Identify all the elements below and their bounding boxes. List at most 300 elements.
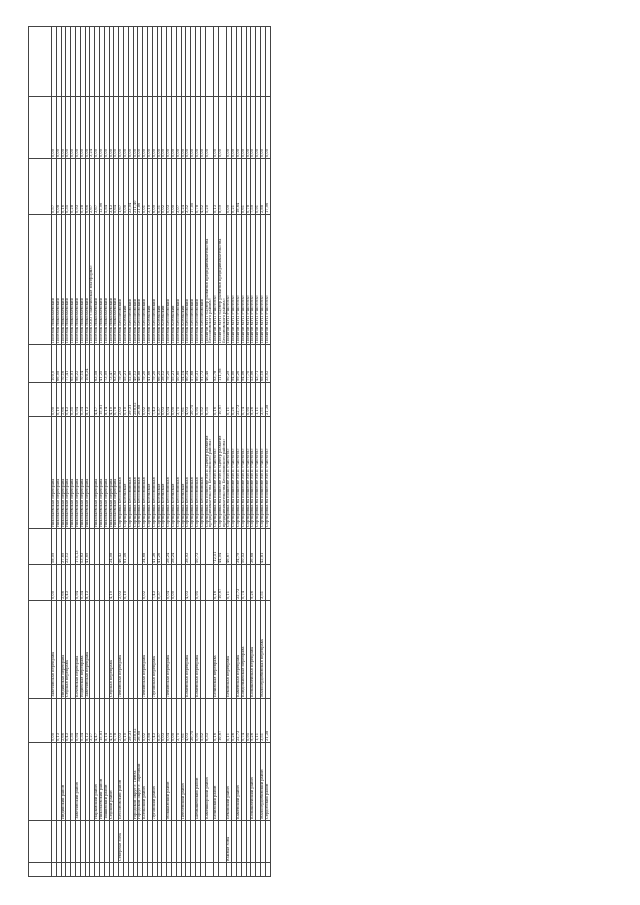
- volume-cell: 0,74: [241, 699, 246, 743]
- site-cell: Поселок Ксельский: [181, 215, 186, 345]
- header-cell: [29, 743, 52, 821]
- residual-cell: 0,16: [61, 159, 66, 215]
- extra-cell: 0,00: [237, 97, 242, 159]
- district-cell: Мокшанский район: [167, 743, 172, 821]
- route-cell: Каменская переправа: [237, 601, 242, 699]
- route-volume-cell: 4,03: [186, 565, 191, 601]
- residual-cell: 6,24: [181, 159, 186, 215]
- site-cell: Поселок Бессоновский: [200, 215, 205, 345]
- residual-cell: 3,67: [95, 159, 100, 215]
- destination-cell: Сортировка на полигоне МУП «Чистота»: [246, 417, 251, 529]
- district-cell: Сердобский район: [265, 743, 270, 821]
- dest-distance-cell: 43,71: [256, 345, 261, 383]
- extra-cell: 0,00: [66, 97, 71, 159]
- volume-cell: 0,02: [143, 699, 148, 743]
- volume-cell: 0,95: [246, 699, 251, 743]
- site-cell: Полигон МУП «Чистота»: [256, 215, 261, 345]
- distance-cell: 28,24: [171, 529, 176, 565]
- extra-cell: 0,00: [104, 97, 109, 159]
- site-cell: Поселок Николаевский: [66, 215, 71, 345]
- route-volume-cell: 2,03: [119, 565, 124, 601]
- residual-cell: 4,52: [200, 159, 205, 215]
- extra-cell: 0,00: [195, 97, 200, 159]
- district-cell: Седский район: [109, 743, 114, 821]
- dest-distance-cell: 63,93: [114, 345, 119, 383]
- table-header-row: [29, 27, 52, 877]
- destination-cell: Сортировка на полигоне МУП «Чистота»: [237, 417, 242, 529]
- route-volume-cell: 0,04: [167, 565, 172, 601]
- blank-cell: [265, 27, 270, 97]
- dest-distance-cell: 93,78: [214, 345, 219, 383]
- extra-cell: 0,00: [227, 97, 232, 159]
- dest-volume-cell: 0,78: [114, 383, 119, 417]
- extra-cell: 0,00: [52, 97, 57, 159]
- extra-cell: 0,00: [214, 97, 219, 159]
- residual-cell: 0,13: [214, 159, 219, 215]
- route-volume-cell: 0,16: [214, 565, 219, 601]
- extra-cell: 0,00: [167, 97, 172, 159]
- route-cell: Ленинская переправа: [167, 601, 172, 699]
- dest-distance-cell: 33,92: [265, 345, 270, 383]
- district-cell: Камешкирский район: [205, 743, 214, 821]
- extra-cell: 0,00: [128, 97, 133, 159]
- zone-cell: Южная зона: [227, 821, 232, 863]
- volume-cell: 0,11: [227, 699, 232, 743]
- route-volume-cell: 9,26: [251, 565, 256, 601]
- site-cell: Поселок Николаевский: [80, 215, 85, 345]
- destination-cell: Николаевская переправа: [95, 417, 100, 529]
- destination-cell: Сортировка на полигоне МУП «Центр развития предпринимательства Бессоновского района»: [205, 417, 214, 529]
- destination-cell: Николаевская переправа: [104, 417, 109, 529]
- distance-cell: 41,36: [152, 529, 157, 565]
- volume-cell: 29,31: [128, 699, 133, 743]
- destination-cell: Сортировка на полигоне МУП «Чистота»: [265, 417, 270, 529]
- district-cell: Колышлейский район: [251, 743, 256, 821]
- volume-cell: 0,35: [71, 699, 76, 743]
- dest-distance-cell: 108,24: [85, 345, 90, 383]
- data-table: [28, 26, 271, 877]
- volume-cell: 0,16: [214, 699, 219, 743]
- dest-distance-cell: 73,47: [109, 345, 114, 383]
- residual-cell: 0,31: [157, 159, 162, 215]
- dest-distance-cell: 52,89: [128, 345, 133, 383]
- header-cell: [29, 383, 52, 417]
- volume-cell: 258,02: [133, 699, 138, 743]
- residual-cell: 8,59: [218, 159, 227, 215]
- dest-distance-cell: 90,29: [227, 345, 232, 383]
- volume-cell: 3,75: [176, 699, 181, 743]
- volume-cell: 0,03: [162, 699, 167, 743]
- destination-cell: Сортировка Бессоновская: [191, 417, 196, 529]
- destination-cell: Николаевская переправа: [99, 417, 104, 529]
- distance-cell: 46,67: [227, 529, 232, 565]
- volume-cell: 9,26: [251, 699, 256, 743]
- residual-cell: 0,09: [227, 159, 232, 215]
- district-cell: городской округ г. Заречный: [138, 743, 143, 821]
- extra-cell: 0,00: [143, 97, 148, 159]
- volume-cell: 3,51: [261, 699, 266, 743]
- distance-cell: 37,69: [61, 529, 66, 565]
- residual-cell: 0,28: [71, 159, 76, 215]
- volume-cell: 7,61: [181, 699, 186, 743]
- destination-cell: Сортировка Ксельская: [123, 417, 128, 529]
- residual-cell: 6,66: [85, 159, 90, 215]
- site-cell: Полигон МУП «Чистота»: [241, 215, 246, 345]
- residual-cell: 17,96: [265, 159, 270, 215]
- route-volume-cell: 0,95: [195, 565, 200, 601]
- site-cell: Поселок ООО «Заветинская платформа»: [90, 215, 95, 345]
- volume-cell: 8,13: [85, 699, 90, 743]
- residual-cell: 3,07: [176, 159, 181, 215]
- destination-cell: Сортировка Ксельская: [181, 417, 186, 529]
- district-cell: Малосердобинский район: [261, 743, 266, 821]
- dest-volume-cell: 0,16: [214, 383, 219, 417]
- residual-cell: 0,64: [114, 159, 119, 215]
- dest-distance-cell: 79,20: [152, 345, 157, 383]
- district-cell: Тишинский район: [104, 743, 109, 821]
- dest-volume-cell: 0,10: [123, 383, 128, 417]
- site-cell: Поселок Бессоновский: [191, 215, 196, 345]
- volume-cell: 4,47: [95, 699, 100, 743]
- dest-volume-cell: 0,37: [157, 383, 162, 417]
- header-cell: [29, 417, 52, 529]
- distance-cell: 24,08: [109, 529, 114, 565]
- district-cell: Бековский район: [227, 743, 232, 821]
- dest-distance-cell: 66,25: [157, 345, 162, 383]
- distance-cell: 36,68: [251, 529, 256, 565]
- route-volume-cell: 4,19: [109, 565, 114, 601]
- district-cell: Шемышейский район: [195, 743, 200, 821]
- site-cell: Полигон МУП «Чистота»: [214, 215, 219, 345]
- volume-cell: 0,26: [232, 699, 237, 743]
- distance-cell: 42,81: [261, 529, 266, 565]
- extra-cell: 0,00: [181, 97, 186, 159]
- dest-distance-cell: 73,09: [104, 345, 109, 383]
- site-cell: Поселок Бессоновский: [176, 215, 181, 345]
- extra-cell: 0,00: [133, 97, 138, 159]
- residual-cell: 0,03: [167, 159, 172, 215]
- header-cell: [29, 699, 52, 743]
- residual-cell: 0,08: [123, 159, 128, 215]
- site-cell: Поселок Николаевский: [85, 215, 90, 345]
- residual-cell: 18,64: [237, 159, 242, 215]
- route-cell: Ленинская переправа: [143, 601, 148, 699]
- dest-volume-cell: 7,61: [181, 383, 186, 417]
- residual-cell: 2,67: [90, 159, 95, 215]
- dest-volume-cell: 0,04: [167, 383, 172, 417]
- route-volume-cell: 0,37: [157, 565, 162, 601]
- dest-volume-cell: 4,19: [109, 383, 114, 417]
- destination-cell: Сортировка Бессоновская: [152, 417, 157, 529]
- destination-cell: Сортировка на полигоне МУП «Чистота»: [251, 417, 256, 529]
- destination-cell: Николаевская переправа: [56, 417, 61, 529]
- route-cell: Коменская переправа: [195, 601, 200, 699]
- distance-cell: 41,69: [85, 529, 90, 565]
- destination-cell: Николаевская переправа: [80, 417, 85, 529]
- dest-distance-cell: 77,70: [246, 345, 251, 383]
- dest-volume-cell: 21,38: [265, 383, 270, 417]
- residual-cell: 12,96: [99, 159, 104, 215]
- residual-cell: 2,88: [261, 159, 266, 215]
- dest-distance-cell: 66,08: [56, 345, 61, 383]
- dest-volume-cell: 258,02: [133, 383, 138, 417]
- route-volume-cell: 22,73: [237, 565, 242, 601]
- extra-cell: 0,00: [251, 97, 256, 159]
- district-cell: Каменский район: [237, 743, 242, 821]
- distance-cell: 44,04: [218, 529, 227, 565]
- dest-volume-cell: 0,74: [241, 383, 246, 417]
- site-cell: Полигон МУП «Центр развития предпринимательства Бессоновского района»: [218, 215, 227, 345]
- destination-cell: Николаевская переправа: [109, 417, 114, 529]
- extra-cell: 0,00: [261, 97, 266, 159]
- dest-distance-cell: 79,29: [119, 345, 124, 383]
- extra-cell: 0,00: [99, 97, 104, 159]
- dest-volume-cell: 8,13: [85, 383, 90, 417]
- distance-cell: 38,93: [186, 529, 191, 565]
- distance-cell: [265, 529, 270, 565]
- destination-cell: Николаевская переправа: [66, 417, 71, 529]
- dest-distance-cell: 41,66: [147, 345, 152, 383]
- residual-cell: 7,59: [251, 159, 256, 215]
- site-cell: Поселок Николаевский: [95, 215, 100, 345]
- dest-volume-cell: 0,35: [71, 383, 76, 417]
- site-cell: Полигон МУП «Чистота»: [232, 215, 237, 345]
- header-cell: [29, 601, 52, 699]
- site-cell: Поселок Николаевский: [61, 215, 66, 345]
- dest-volume-cell: 22,73: [237, 383, 242, 417]
- dest-distance-cell: 80,34: [186, 345, 191, 383]
- dest-distance-cell: 57,68: [191, 345, 196, 383]
- site-cell: Поселок Бессоновский: [167, 215, 172, 345]
- destination-cell: Сортировка Бессоновская: [186, 417, 191, 529]
- residual-cell: 0,28: [80, 159, 85, 215]
- district-cell: Заветинский район: [75, 743, 80, 821]
- residual-cell: 6,09: [152, 159, 157, 215]
- dest-volume-cell: 0,95: [195, 383, 200, 417]
- residual-cell: 0,21: [232, 159, 237, 215]
- route-cell: Коменская переправа: [186, 601, 191, 699]
- dest-volume-cell: 26,68: [138, 383, 143, 417]
- district-cell: Нарымский район: [95, 743, 100, 821]
- dest-volume-cell: 7,43: [152, 383, 157, 417]
- dest-distance-cell: 70,16: [61, 345, 66, 383]
- dest-volume-cell: 3,51: [261, 383, 266, 417]
- header-cell: [29, 345, 52, 383]
- site-cell: Полигон МУП «Центр развития предпринимательства Бессоновского района»: [205, 215, 214, 345]
- destination-cell: Николаевская переправа: [114, 417, 119, 529]
- volume-cell: 4,03: [186, 699, 191, 743]
- extra-cell: 0,00: [200, 97, 205, 159]
- destination-cell: Сортировка Бессоновская: [195, 417, 200, 529]
- extra-cell: 0,00: [241, 97, 246, 159]
- residual-cell: 1,67: [119, 159, 124, 215]
- dest-distance-cell: 48,88: [138, 345, 143, 383]
- dest-distance-cell: 46,48: [205, 345, 214, 383]
- zone-cell: [205, 821, 214, 863]
- dest-distance-cell: 79,20: [167, 345, 172, 383]
- residual-cell: 0,78: [195, 159, 200, 215]
- dest-volume-cell: 29,31: [128, 383, 133, 417]
- volume-cell: 0,00: [52, 699, 57, 743]
- distance-cell: 34,79: [237, 529, 242, 565]
- site-cell: Поселок Николаевский: [104, 215, 109, 345]
- extra-cell: 0,00: [85, 97, 90, 159]
- volume-cell: 8,14: [104, 699, 109, 743]
- extra-cell: 0,00: [205, 97, 214, 159]
- residual-cell: 0,91: [256, 159, 261, 215]
- route-volume-cell: [265, 565, 270, 601]
- extra-cell: 3,24: [90, 97, 95, 159]
- dest-volume-cell: 8,14: [104, 383, 109, 417]
- header-cell: [29, 863, 52, 877]
- extra-cell: 0,00: [186, 97, 191, 159]
- destination-cell: Сортировка Бессоновская: [167, 417, 172, 529]
- header-cell: [29, 821, 52, 863]
- site-cell: Поселок Николаевский: [99, 215, 104, 345]
- destination-cell: Сортировка на полигоне МУП «Чистота»: [261, 417, 266, 529]
- extra-cell: 0,00: [114, 97, 119, 159]
- district-cell: Ксельский район: [143, 743, 148, 821]
- route-cell: Индийская переправа: [61, 601, 66, 699]
- site-cell: Поселок Бессоновский: [128, 215, 133, 345]
- route-volume-cell: 0,00: [52, 565, 57, 601]
- residual-cell: 0,93: [75, 159, 80, 215]
- volume-cell: 0,37: [157, 699, 162, 743]
- route-volume-cell: 8,13: [85, 565, 90, 601]
- destination-cell: Сортировка Ксельская: [171, 417, 176, 529]
- distance-cell: 28,24: [167, 529, 172, 565]
- extra-cell: 0,00: [71, 97, 76, 159]
- dest-distance-cell: 94,06: [241, 345, 246, 383]
- route-volume-cell: 3,51: [261, 565, 266, 601]
- site-cell: Поселок Бессоновский: [119, 215, 124, 345]
- site-cell: Поселок Бессоновский: [143, 215, 148, 345]
- dest-distance-cell: 99,26: [237, 345, 242, 383]
- residual-cell: 0,00: [171, 159, 176, 215]
- volume-cell: 0,00: [171, 699, 176, 743]
- volume-cell: 0,34: [80, 699, 85, 743]
- dest-distance-cell: 55,21: [123, 345, 128, 383]
- dest-distance-cell: 77,41: [66, 345, 71, 383]
- dest-distance-cell: 89,31: [195, 345, 200, 383]
- volume-cell: 3,88: [147, 699, 152, 743]
- site-cell: Поселок Бессоновский: [186, 215, 191, 345]
- rotated-table-wrapper: [28, 27, 610, 877]
- distance-cell: 58,09: [52, 529, 57, 565]
- dest-distance-cell: 50,80: [176, 345, 181, 383]
- header-cell: [29, 215, 52, 345]
- residual-cell: 5,20: [205, 159, 214, 215]
- extra-cell: 0,00: [80, 97, 85, 159]
- volume-cell: 4,19: [109, 699, 114, 743]
- site-cell: Поселок Бессоновский: [133, 215, 138, 345]
- dest-volume-cell: 2,66: [61, 383, 66, 417]
- dest-distance-cell: 55,21: [171, 345, 176, 383]
- extra-cell: 0,00: [61, 97, 66, 159]
- residual-cell: 0,01: [143, 159, 148, 215]
- volume-cell: 0,04: [167, 699, 172, 743]
- dest-distance-cell: 41,25: [99, 345, 104, 383]
- route-volume-cell: 10,67: [218, 565, 227, 601]
- extra-cell: 0,00: [232, 97, 237, 159]
- route-cell: Бековская переправа: [227, 601, 232, 699]
- destination-cell: Николаевская переправа: [52, 417, 57, 529]
- route-volume-cell: 0,74: [241, 565, 246, 601]
- dest-volume-cell: 9,26: [251, 383, 256, 417]
- distance-cell: 46,42: [119, 529, 124, 565]
- volume-cell: 0,94: [75, 699, 80, 743]
- header-cell: [29, 159, 52, 215]
- volume-cell: 21,38: [265, 699, 270, 743]
- table-row: [265, 27, 270, 877]
- extra-cell: 0,00: [191, 97, 196, 159]
- route-cell: Луговская переправа: [152, 601, 157, 699]
- site-cell: Поселок Ксельский: [162, 215, 167, 345]
- blank-cell: [218, 27, 227, 97]
- site-cell: Поселок Николаевский: [71, 215, 76, 345]
- route-volume-cell: 0,11: [227, 565, 232, 601]
- extra-cell: 0,00: [75, 97, 80, 159]
- destination-cell: Николаевская переправа: [85, 417, 90, 529]
- district-cell: Индийский район: [61, 743, 66, 821]
- district-cell: Бессоновский район: [119, 743, 124, 821]
- dest-volume-cell: 0,10: [56, 383, 61, 417]
- extra-cell: 0,00: [265, 97, 270, 159]
- index-cell: [218, 863, 227, 877]
- destination-cell: Сортировка Ксельская: [147, 417, 152, 529]
- dest-volume-cell: 0,00: [171, 383, 176, 417]
- volume-cell: 0,78: [114, 699, 119, 743]
- route-volume-cell: 0,00: [171, 565, 176, 601]
- site-cell: Поселок Николаевский: [75, 215, 80, 345]
- volume-cell: 0,95: [195, 699, 200, 743]
- zone-cell: [265, 821, 270, 863]
- extra-cell: 0,00: [95, 97, 100, 159]
- dest-distance-cell: 111,98: [218, 345, 227, 383]
- district-cell: городской округ г. Пенза: [133, 743, 138, 821]
- distance-cell: 61,56: [123, 529, 128, 565]
- route-cell: Заветинская переправа: [52, 601, 57, 699]
- route-volume-cell: 7,43: [152, 565, 157, 601]
- distance-cell: 53,63: [80, 529, 85, 565]
- dest-volume-cell: 0,03: [162, 383, 167, 417]
- site-cell: Полигон МУП «Чистота»: [265, 215, 270, 345]
- dest-volume-cell: 2,03: [119, 383, 124, 417]
- extra-cell: 0,00: [256, 97, 261, 159]
- volume-cell: 0,10: [123, 699, 128, 743]
- volume-cell: 3,27: [90, 699, 95, 743]
- extra-cell: 0,00: [218, 97, 227, 159]
- dest-volume-cell: 3,88: [147, 383, 152, 417]
- volume-cell: 7,43: [152, 699, 157, 743]
- destination-cell: Сортировка Бессоновская: [133, 417, 138, 529]
- dest-volume-cell: 0,94: [75, 383, 80, 417]
- extra-cell: 0,00: [171, 97, 176, 159]
- dest-volume-cell: 0,00: [52, 383, 57, 417]
- dest-volume-cell: 5,52: [200, 383, 205, 417]
- district-cell: Белинский район: [214, 743, 219, 821]
- dest-distance-cell: 70,14: [80, 345, 85, 383]
- extra-cell: 0,00: [162, 97, 167, 159]
- dest-volume-cell: 4,47: [95, 383, 100, 417]
- extra-cell: 0,00: [176, 97, 181, 159]
- extra-cell: 0,00: [147, 97, 152, 159]
- distance-cell: -12,51: [214, 529, 219, 565]
- extra-cell: 0,00: [119, 97, 124, 159]
- residual-cell: 21,86: [138, 159, 143, 215]
- extra-cell: 0,00: [138, 97, 143, 159]
- site-cell: Поселок Николаевский: [52, 215, 57, 345]
